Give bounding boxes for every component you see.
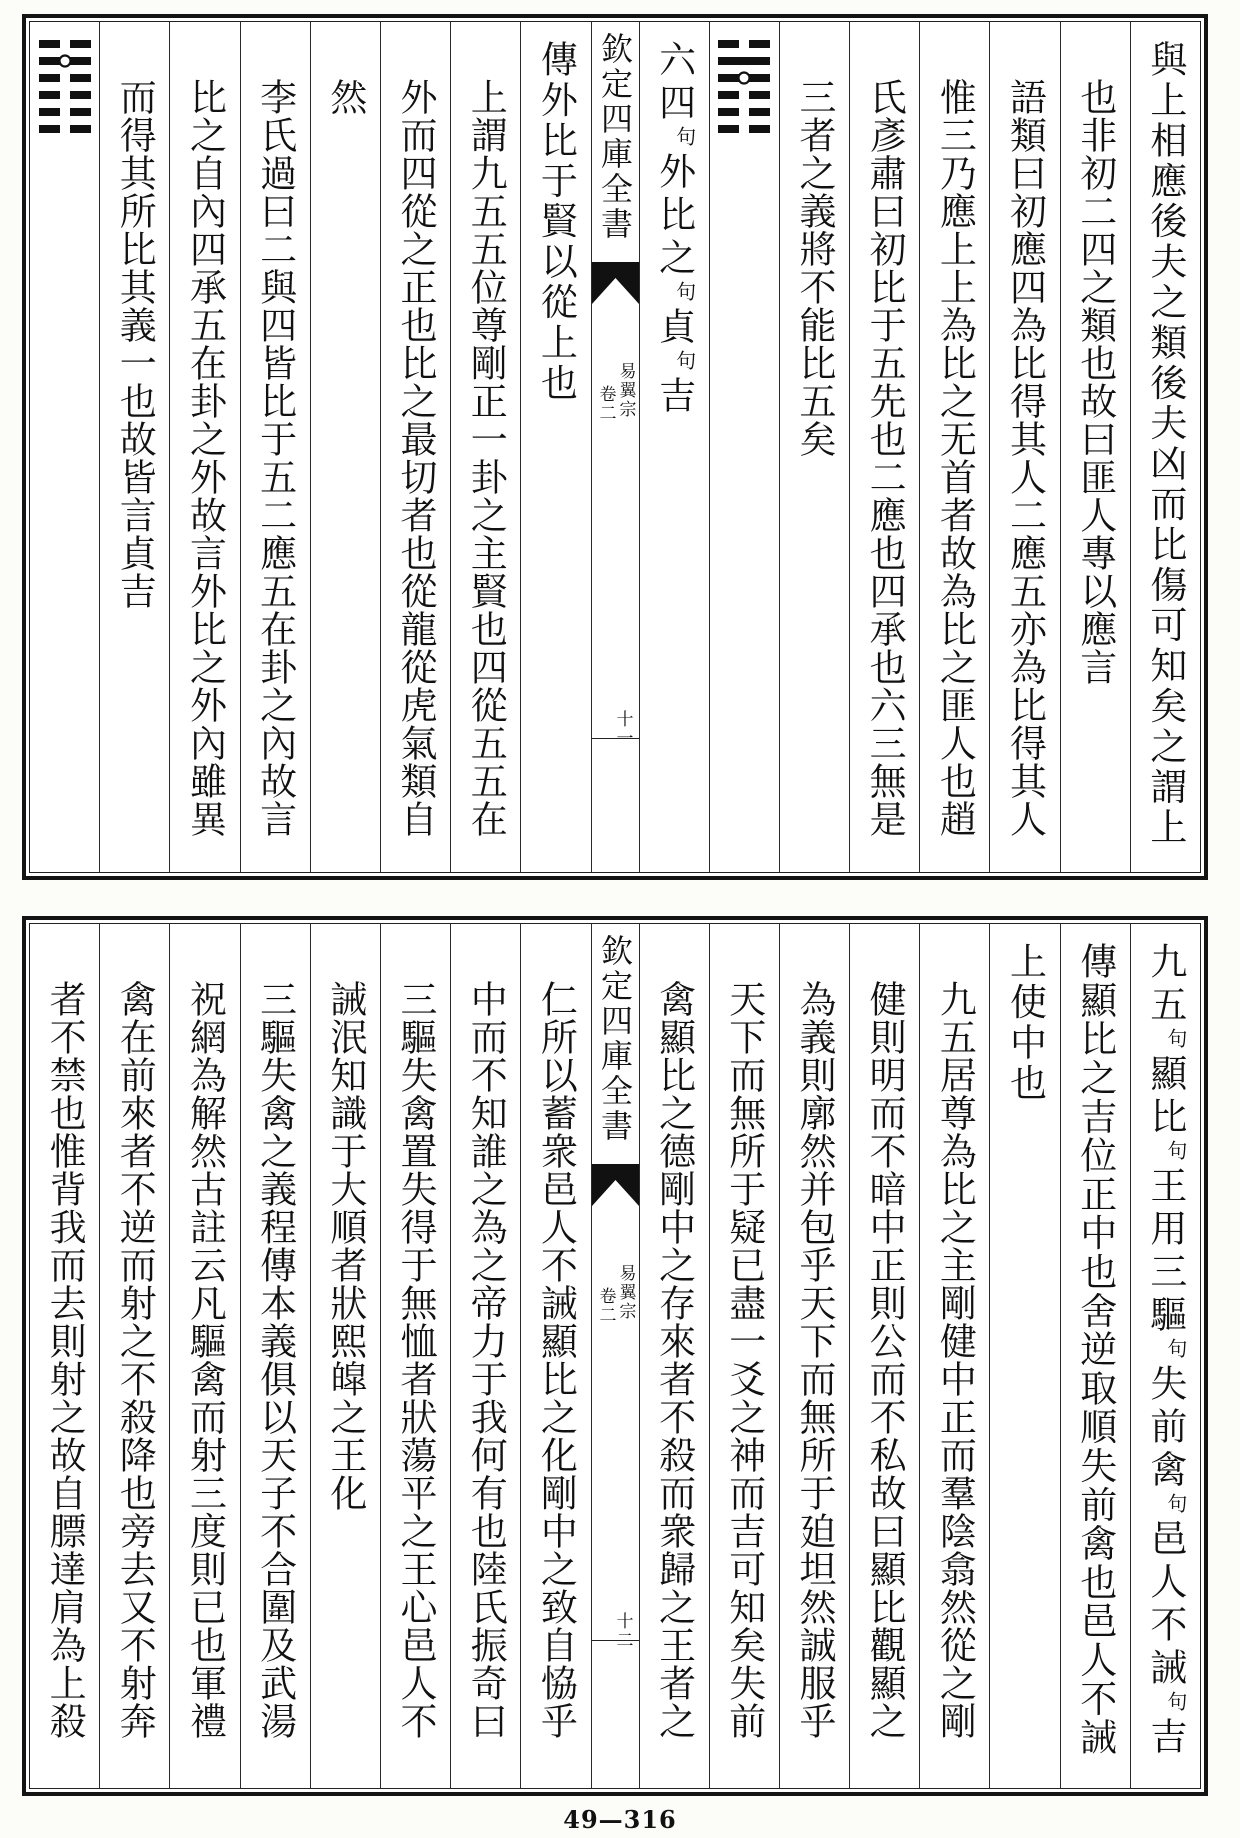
yin-line bbox=[70, 108, 91, 116]
band-rule bbox=[592, 1640, 639, 1641]
text-column bbox=[1130, 22, 1200, 872]
text-column bbox=[779, 924, 849, 1788]
page-bottom-leaf bbox=[22, 916, 1208, 1796]
yin-line bbox=[749, 91, 770, 99]
yin-line bbox=[70, 40, 91, 48]
yin-line bbox=[70, 74, 91, 82]
hexagram-bi-icon bbox=[39, 40, 91, 134]
verse-text: 邑人不誡 bbox=[1143, 1519, 1187, 1691]
text-column bbox=[380, 22, 450, 872]
column-text: 惟三乃應上上為比之无首者故為比之匪人也趙 bbox=[933, 78, 977, 838]
verse-text: 貞 bbox=[652, 307, 696, 350]
text-column bbox=[849, 22, 919, 872]
text-column bbox=[709, 924, 779, 1788]
center-band bbox=[591, 22, 639, 872]
column-text: 李氏過曰二與四皆比于五二應五在卦之內故言 bbox=[253, 78, 297, 838]
column-text: 仁所以蓄衆邑人不誡顯比之化剛中之致自恊乎 bbox=[534, 980, 578, 1740]
text-column bbox=[450, 22, 520, 872]
series-title: 欽定四庫全書 bbox=[596, 32, 634, 242]
text-column bbox=[919, 924, 989, 1788]
text-column bbox=[310, 924, 380, 1788]
yin-line bbox=[70, 91, 91, 99]
verse-text: 吉 bbox=[652, 376, 696, 419]
column-text: 上謂九五五位尊剛正一卦之主賢也四從五五在 bbox=[464, 78, 508, 838]
text-column bbox=[1060, 924, 1130, 1788]
column-text: 與上相應後夫之類後夫凶而比傷可知矣之謂上 bbox=[1143, 40, 1187, 848]
changing-line-marker bbox=[59, 56, 70, 67]
volume-label: 卷二 bbox=[595, 1287, 616, 1325]
yin-line bbox=[39, 108, 60, 116]
column-text: 三驅失禽之義程傳本義俱以天子不合圍及武湯 bbox=[253, 980, 297, 1740]
pause-mark: 句 bbox=[1163, 1493, 1188, 1519]
yin-line bbox=[39, 74, 60, 82]
page-top-leaf bbox=[22, 14, 1208, 880]
pause-mark: 句 bbox=[1163, 1028, 1188, 1054]
pause-mark: 句 bbox=[672, 281, 697, 307]
column-text: 然 bbox=[323, 78, 367, 116]
column-text: 也非初二四之類也故曰匪人專以應言 bbox=[1073, 78, 1117, 686]
text-column bbox=[639, 924, 709, 1788]
verse-text: 王用三驅 bbox=[1143, 1166, 1187, 1338]
fishtail-mark bbox=[592, 262, 639, 304]
yin-line bbox=[70, 125, 91, 133]
column-text: 語類曰初應四為比得其人二應五亦為比得其人 bbox=[1003, 78, 1047, 838]
center-band bbox=[591, 924, 639, 1788]
column-text: 而得其所比其義一也故皆言貞吉 bbox=[113, 78, 157, 610]
leaf-number: 十二 bbox=[612, 1612, 633, 1650]
verse-text: 外比之 bbox=[652, 152, 696, 281]
pause-mark: 句 bbox=[1163, 1691, 1188, 1717]
text-frame bbox=[29, 21, 1201, 873]
text-column bbox=[989, 924, 1059, 1788]
hexagram-bi-icon bbox=[718, 40, 770, 134]
column-text: 禽顯比之德剛中之存來者不殺而衆歸之王者之 bbox=[652, 980, 696, 1740]
yin-line bbox=[39, 125, 60, 133]
pause-mark: 句 bbox=[672, 350, 697, 376]
column-text: 中而不知誰之為之帝力于我何有也陸氏振奇曰 bbox=[464, 980, 508, 1740]
text-column bbox=[450, 924, 520, 1788]
column-text: 比之自內四承五在卦之外故言外比之外內雖異 bbox=[183, 78, 227, 838]
hexagram-column bbox=[30, 22, 99, 872]
text-column bbox=[639, 22, 709, 872]
text-column bbox=[1060, 22, 1130, 872]
text-column bbox=[240, 924, 310, 1788]
text-column bbox=[310, 22, 380, 872]
column-text: 為義則廓然并包乎天下而無所于廹坦然誠服乎 bbox=[792, 980, 836, 1740]
volume-label: 卷二 bbox=[595, 385, 616, 423]
text-column bbox=[520, 22, 590, 872]
text-column bbox=[919, 22, 989, 872]
text-column bbox=[779, 22, 849, 872]
verse-text: 六四 bbox=[652, 40, 696, 126]
text-column bbox=[849, 924, 919, 1788]
band-rule bbox=[592, 738, 639, 739]
yin-line bbox=[718, 74, 739, 82]
column-text: 誡泯知識于大順者狀熙皡之王化 bbox=[323, 980, 367, 1512]
column-text bbox=[652, 40, 697, 419]
yin-line bbox=[39, 91, 60, 99]
column-text: 上使中也 bbox=[1003, 942, 1047, 1104]
text-column bbox=[240, 22, 310, 872]
column-text: 健則明而不暗中正則公而不私故曰顯比觀顯之 bbox=[863, 980, 907, 1740]
hexagram-column bbox=[709, 22, 779, 872]
verse-text: 顯比 bbox=[1143, 1054, 1187, 1140]
text-column bbox=[99, 924, 169, 1788]
yin-line bbox=[718, 91, 739, 99]
text-frame bbox=[29, 923, 1201, 1789]
column-text: 三驅失禽置失得于無恤者狀蕩平之王心邑人不 bbox=[394, 980, 438, 1740]
series-title: 欽定四庫全書 bbox=[596, 934, 634, 1144]
column-text: 天下而無所于疑已盡一爻之神而吉可知矣失前 bbox=[722, 980, 766, 1740]
book-title: 易翼宗 bbox=[615, 362, 636, 419]
yin-line bbox=[749, 125, 770, 133]
changing-line-marker bbox=[739, 73, 750, 84]
verse-text: 九五 bbox=[1143, 942, 1187, 1028]
verse-text: 失前禽 bbox=[1143, 1364, 1187, 1493]
text-column bbox=[169, 22, 239, 872]
pause-mark: 句 bbox=[1163, 1140, 1188, 1166]
text-column bbox=[989, 22, 1059, 872]
text-column bbox=[99, 22, 169, 872]
column-text: 三者之義將不能比五矣 bbox=[792, 78, 836, 458]
yin-line bbox=[39, 40, 60, 48]
yin-line bbox=[749, 74, 770, 82]
text-column bbox=[30, 924, 99, 1788]
column-text: 禽在前來者不逆而射之不殺降也旁去又不射奔 bbox=[113, 980, 157, 1740]
text-column bbox=[520, 924, 590, 1788]
column-text: 外而四從之正也比之最切者也從龍從虎氣類自 bbox=[394, 78, 438, 838]
column-text: 氏彥肅曰初比于五先也二應也四承也六三無是 bbox=[863, 78, 907, 838]
text-column bbox=[169, 924, 239, 1788]
book-title: 易翼宗 bbox=[615, 1264, 636, 1321]
leaf-number: 十一 bbox=[612, 710, 633, 748]
verse-text: 吉 bbox=[1143, 1717, 1187, 1760]
yin-line bbox=[718, 40, 739, 48]
page-number: 49—316 bbox=[563, 1805, 677, 1834]
column-text: 者不禁也惟背我而去則射之故自膘達肩為上殺 bbox=[43, 980, 87, 1740]
text-column bbox=[1130, 924, 1200, 1788]
column-text: 九五居尊為比之主剛健中正而羣陰翕然從之剛 bbox=[933, 980, 977, 1740]
fishtail-mark bbox=[592, 1164, 639, 1206]
column-text: 傳顯比之吉位正中也舍逆取順失前禽也邑人不誡 bbox=[1073, 942, 1117, 1757]
column-text: 傳外比于賢以從上也 bbox=[534, 40, 578, 404]
column-text bbox=[1143, 942, 1188, 1760]
yin-line bbox=[749, 40, 770, 48]
pause-mark: 句 bbox=[672, 126, 697, 152]
yin-line bbox=[718, 108, 739, 116]
yin-line bbox=[749, 108, 770, 116]
yang-line bbox=[718, 57, 770, 65]
column-text: 祝網為解然古註云凡驅禽而射三度則已也軍禮 bbox=[183, 980, 227, 1740]
yin-line bbox=[718, 125, 739, 133]
text-column bbox=[380, 924, 450, 1788]
pause-mark: 句 bbox=[1163, 1338, 1188, 1364]
